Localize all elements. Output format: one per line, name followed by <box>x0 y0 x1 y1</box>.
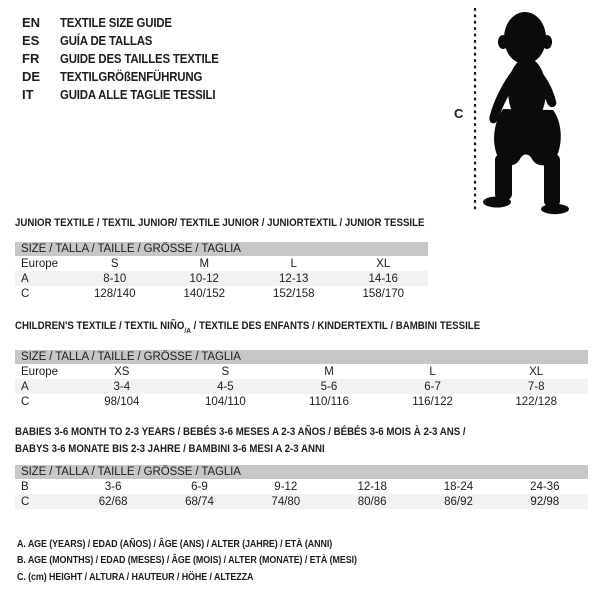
language-row <box>22 31 240 49</box>
size-cell: 128/140 <box>93 287 136 300</box>
size-cell: 116/122 <box>412 395 453 408</box>
height-figure <box>440 0 600 215</box>
language-row <box>22 86 240 104</box>
size-header-bar: SIZE / TALLA / TAILLE / GRÖSSE / TAGLIA <box>15 350 588 364</box>
table-row <box>15 271 428 286</box>
size-cell: 152/158 <box>272 287 315 300</box>
size-cell: XL <box>376 257 391 270</box>
language-row <box>22 68 240 86</box>
size-table <box>15 350 588 409</box>
section-title <box>15 215 425 232</box>
measure-label-c: C <box>454 106 464 121</box>
size-cell: 10-12 <box>160 271 250 286</box>
size-cell: 92/98 <box>502 494 588 509</box>
size-table <box>15 242 428 301</box>
size-cell: 14-16 <box>339 271 429 286</box>
size-header-row <box>15 242 428 256</box>
size-cell: M <box>324 365 334 378</box>
table-row <box>15 394 588 409</box>
size-table-section <box>15 424 588 509</box>
section-title-text: /A <box>184 326 191 336</box>
size-cell: 122/128 <box>515 395 557 408</box>
size-cell: 12-18 <box>357 480 387 493</box>
size-cell: 6-7 <box>381 379 485 394</box>
size-cell: 98/104 <box>104 395 140 408</box>
baby-silhouette-graphic <box>440 0 600 215</box>
language-title-list <box>22 13 240 104</box>
size-table-section <box>15 215 428 301</box>
row-label: C <box>21 395 30 408</box>
row-label: C <box>21 287 30 300</box>
size-cell: 158/170 <box>362 287 405 300</box>
row-label: Europe <box>21 257 59 270</box>
size-table <box>15 465 588 509</box>
language-row <box>22 13 240 31</box>
row-label: C <box>15 494 70 509</box>
size-cell: S <box>110 257 119 270</box>
section-title-line <box>15 441 519 458</box>
language-code: IT <box>22 87 34 103</box>
size-cell: 5-6 <box>277 379 381 394</box>
guide-title: GUIDE DES TAILLES TEXTILE <box>60 50 219 66</box>
size-cell: 62/68 <box>70 494 156 509</box>
row-label: B <box>21 480 29 493</box>
size-cell: 80/86 <box>329 494 415 509</box>
guide-title: TEXTILGRÖßENFÜHRUNG <box>60 69 203 85</box>
size-cell: 140/152 <box>183 287 226 300</box>
section-title-text: / TEXTILE DES ENFANTS / KINDERTEXTIL / BAMBINI TESSILE <box>190 320 481 332</box>
guide-title: GUÍA DE TALLAS <box>60 32 153 48</box>
footnote: A. AGE (YEARS) / EDAD (AÑOS) / ÂGE (ANS) / ALTER (JAHRE) / ETÀ (ANNI) <box>17 538 333 550</box>
language-code: EN <box>22 14 41 30</box>
size-header-bar: SIZE / TALLA / TAILLE / GRÖSSE / TAGLIA <box>15 242 428 256</box>
guide-title: TEXTILE SIZE GUIDE <box>60 14 172 30</box>
language-code: FR <box>22 50 40 66</box>
size-cell: XL <box>529 365 544 378</box>
size-cell: 86/92 <box>415 494 501 509</box>
size-cell: 7-8 <box>484 379 588 394</box>
section-title-line <box>15 424 519 441</box>
language-row <box>22 49 240 67</box>
size-cell: 3-6 <box>104 480 122 493</box>
section-title-text: BABYS 3-6 MONATE BIS 2-3 JAHRE / BAMBINI 3-6 MESI A 2-3 ANNI <box>15 443 325 455</box>
size-table-section <box>15 318 588 409</box>
section-title-text: JUNIOR TEXTILE / TEXTIL JUNIOR/ TEXTILE JUNIOR / JUNIORTEXTIL / JUNIOR TESSILE <box>15 217 425 229</box>
language-code: DE <box>22 69 41 85</box>
size-cell: 9-12 <box>274 480 298 493</box>
size-cell: 6-9 <box>191 480 208 493</box>
legend-footnotes <box>17 536 417 585</box>
size-cell: 68/74 <box>156 494 242 509</box>
table-row <box>15 364 588 379</box>
row-label: Europe <box>21 365 59 378</box>
size-cell: S <box>221 365 230 378</box>
size-header-bar: SIZE / TALLA / TAILLE / GRÖSSE / TAGLIA <box>15 465 588 479</box>
section-title-line <box>15 215 425 232</box>
table-row <box>15 379 588 394</box>
section-title-text: BABIES 3-6 MONTH TO 2-3 YEARS / BEBÉS 3-6 MESES A 2-3 AÑOS / BÉBÉS 3-6 MOIS À 2-3 ANS / <box>15 426 466 438</box>
size-cell: M <box>199 257 210 270</box>
table-row <box>15 494 588 509</box>
size-cell: 24-36 <box>530 480 560 493</box>
size-cell: L <box>429 365 436 378</box>
row-label: A <box>15 271 70 286</box>
language-code: ES <box>22 32 40 48</box>
size-cell: 104/110 <box>205 395 246 408</box>
size-cell: 18-24 <box>443 480 474 493</box>
section-title-line <box>15 318 519 338</box>
table-row <box>15 479 588 494</box>
size-header-row <box>15 350 588 364</box>
section-title-text: CHILDREN'S TEXTILE / TEXTIL NIÑO <box>15 320 185 332</box>
size-cell: 110/116 <box>309 395 349 408</box>
size-cell: 8-10 <box>70 271 160 286</box>
baby-silhouette <box>483 12 569 214</box>
row-label: A <box>15 379 70 394</box>
table-row <box>15 286 428 301</box>
size-cell: 3-4 <box>70 379 174 394</box>
size-cell: XS <box>114 365 130 378</box>
size-cell: 74/80 <box>243 494 329 509</box>
size-header-row <box>15 465 588 479</box>
guide-title: GUIDA ALLE TAGLIE TESSILI <box>60 87 216 103</box>
section-title <box>15 318 519 338</box>
size-cell: 12-13 <box>249 271 339 286</box>
footnote: B. AGE (MONTHS) / EDAD (MESES) / ÂGE (MOIS) / ALTER (MONATE) / ETÀ (MESI) <box>17 554 357 567</box>
size-cell: 4-5 <box>174 379 278 394</box>
section-title <box>15 424 519 458</box>
table-row <box>15 256 428 271</box>
footnote: C. (cm) HEIGHT / ALTURA / HAUTEUR / HÖHE / ALTEZZA <box>17 570 254 583</box>
size-cell: L <box>290 257 297 270</box>
